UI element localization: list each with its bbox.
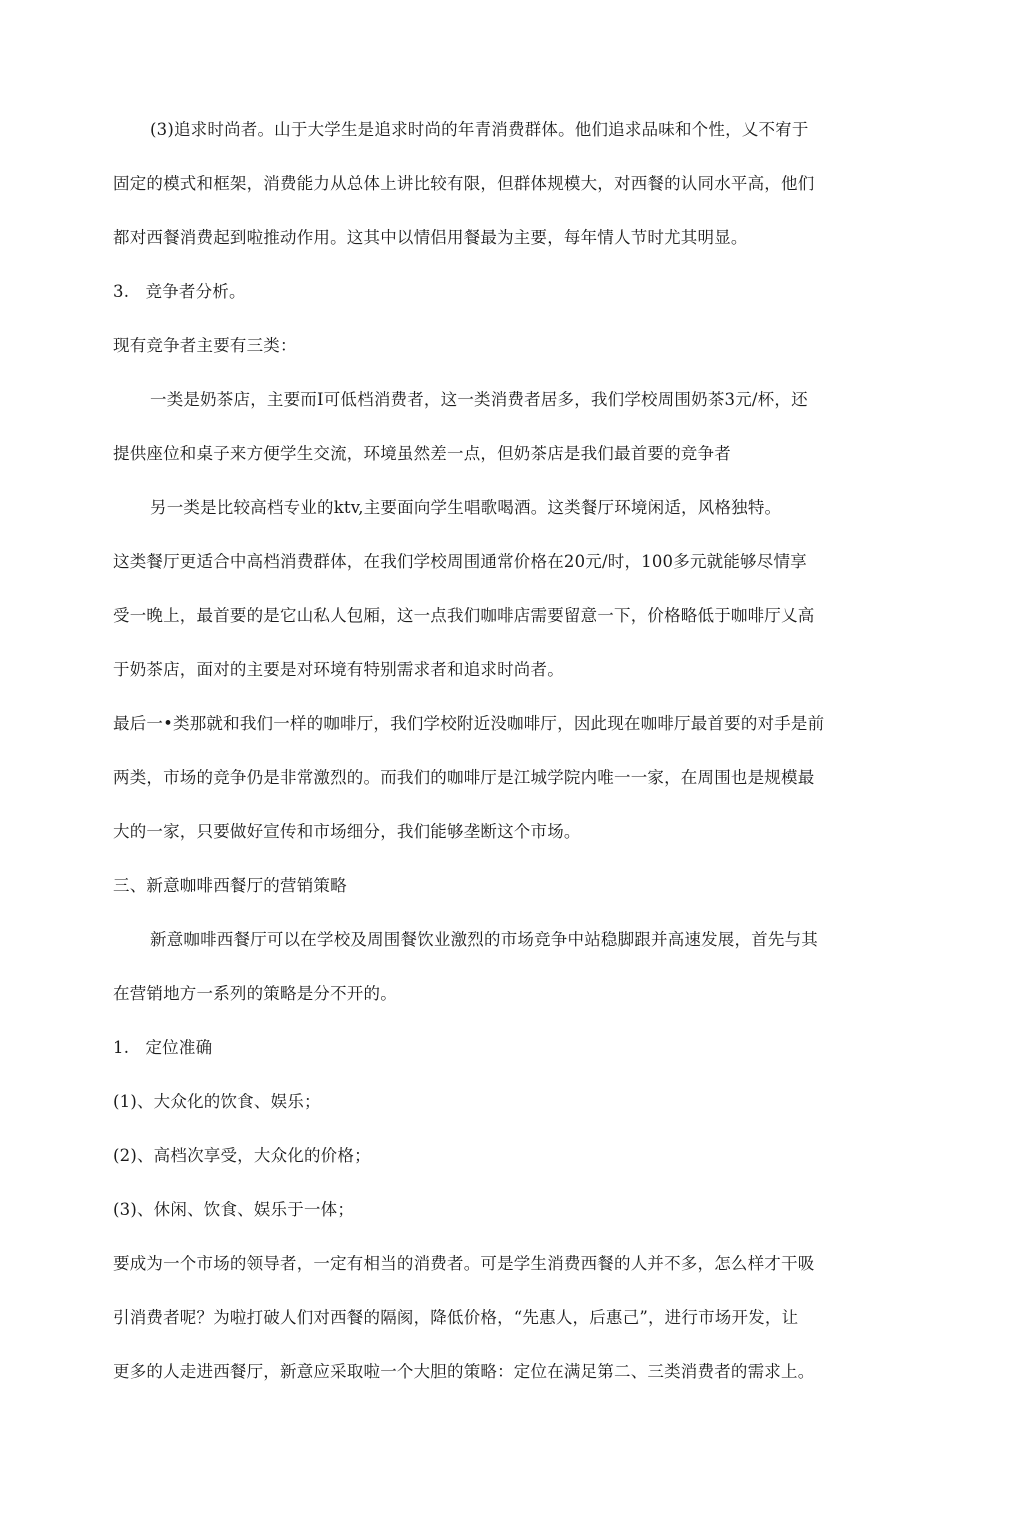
section-heading: 3. 竞争者分析。 (113, 282, 246, 301)
paragraph-line: 这类餐厅更适合中高档消费群体，在我们学校周围通常价格在20元/时，100多元就能够尽情享 (113, 552, 807, 571)
paragraph-line: (3)追求时尚者。山于大学生是追求时尚的年青消费群体。他们追求品味和个性，乂不宥于 (150, 120, 809, 139)
paragraph-line: 最后一•类那就和我们一样的咖啡厅，我们学校附近没咖啡厅，因此现在咖啡厅最首要的对手是前 (113, 714, 825, 733)
paragraph-line: 固定的模式和框架，消费能力从总体上讲比较有限，但群体规模大，对西餐的认同水平高，他们 (113, 174, 815, 193)
paragraph-line: 要成为一个市场的领导者，一定有相当的消费者。可是学生消费西餐的人并不多，怎么样才干吸 (113, 1254, 815, 1273)
paragraph-line: 两类，市场的竞争仍是非常激烈的。而我们的咖啡厅是江城学院内唯一一家，在周围也是规模最 (113, 768, 815, 787)
paragraph-line: 受一晚上，最首要的是它山私人包厢，这一点我们咖啡店需要留意一下，价格略低于咖啡厅乂高 (113, 606, 815, 625)
paragraph-line: 都对西餐消费起到啦推动作用。这其中以情侣用餐最为主要，每年情人节时尤其明显。 (113, 228, 748, 247)
paragraph-line: 一类是奶茶店，主要而I可低档消费者，这一类消费者居多，我们学校周围奶茶3元/杯，还 (150, 390, 808, 409)
paragraph-line: 新意咖啡西餐厅可以在学校及周围餐饮业激烈的市场竞争中站稳脚跟并高速发展，首先与其 (150, 930, 818, 949)
paragraph-line: 引消费者呢？为啦打破人们对西餐的隔阂，降低价格，“先惠人，后惠己”，进行市场开发，让 (113, 1308, 799, 1327)
paragraph-line: 在营销地方一系列的策略是分不开的。 (113, 984, 397, 1003)
list-item: (1)、大众化的饮食、娱乐； (113, 1092, 321, 1111)
section-heading: 三、新意咖啡西餐厅的营销策略 (113, 876, 347, 895)
paragraph-line: 现有竞争者主要有三类： (113, 336, 297, 355)
list-item: (2)、高档次享受，大众化的价格； (113, 1146, 371, 1165)
paragraph-line: 提供座位和桌子来方便学生交流，环境虽然差一点，但奶茶店是我们最首要的竞争者 (113, 444, 731, 463)
list-item: (3)、休闲、饮食、娱乐于一体； (113, 1200, 355, 1219)
paragraph-line: 另一类是比较高档专业的ktv,主要面向学生唱歌喝酒。这类餐厅环境闲适，风格独特。 (150, 498, 782, 517)
paragraph-line: 于奶茶店，面对的主要是对环境有特别需求者和追求时尚者。 (113, 660, 564, 679)
paragraph-line: 大的一家，只要做好宣传和市场细分，我们能够垄断这个市场。 (113, 822, 581, 841)
paragraph-line: 更多的人走进西餐厅，新意应采取啦一个大胆的策略：定位在满足第二、三类消费者的需求上。 (113, 1362, 815, 1381)
section-heading: 1. 定位准确 (113, 1038, 213, 1057)
